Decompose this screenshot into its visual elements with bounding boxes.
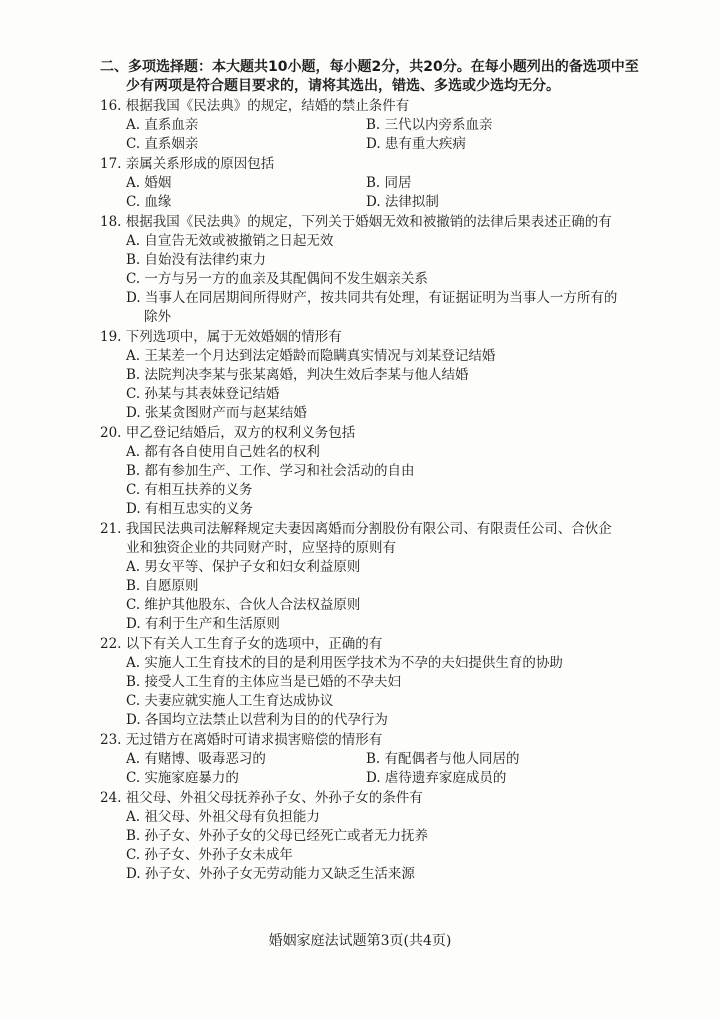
option-B [126, 577, 650, 596]
option-text: B. 同居 [366, 175, 412, 191]
option-D [366, 135, 606, 154]
option-text: D. 孙子女、外孙子女无劳动能力又缺乏生活来源 [126, 866, 415, 882]
option-A [126, 116, 366, 135]
question-stem [100, 424, 650, 443]
question-stem [100, 520, 650, 558]
option-text: C. 孙某与其表妹登记结婚 [126, 386, 280, 402]
option-C [126, 270, 650, 289]
question-18 [100, 213, 650, 327]
option-text: D. 有利于生产和生活原则 [126, 616, 280, 632]
option-A [126, 347, 650, 366]
option-list [100, 558, 650, 634]
question-stem-continuation: 业和独资企业的共同财产时，应坚持的原则有 [126, 540, 396, 556]
option-text: A. 男女平等、保护子女和妇女利益原则 [126, 559, 361, 575]
option-text: C. 一方与另一方的血亲及其配偶间不发生姻亲关系 [126, 271, 428, 287]
option-D [126, 404, 650, 423]
question-22 [100, 635, 650, 730]
option-text: C. 血缘 [126, 194, 172, 210]
option-list [100, 808, 650, 884]
option-D [366, 193, 606, 212]
option-list [100, 654, 650, 730]
option-B [126, 251, 650, 270]
question-stem-text: 19. 下列选项中，属于无效婚姻的情形有 [100, 329, 342, 345]
option-text: C. 实施家庭暴力的 [126, 770, 239, 786]
question-stem [100, 635, 650, 654]
question-20 [100, 424, 650, 519]
option-list [100, 174, 650, 212]
option-text-continuation: 除外 [144, 309, 171, 325]
option-text: C. 有相互扶养的义务 [126, 482, 253, 498]
option-text: A. 实施人工生育技术的目的是利用医学技术为不孕的夫妇提供生育的协助 [126, 655, 563, 671]
option-D [126, 615, 650, 634]
question-19 [100, 328, 650, 423]
option-B [366, 174, 606, 193]
option-text: C. 夫妻应就实施人工生育达成协议 [126, 693, 334, 709]
option-B [126, 827, 650, 846]
option-text: D. 各国均立法禁止以营利为目的的代孕行为 [126, 712, 388, 728]
option-text: A. 祖父母、外祖父母有负担能力 [126, 809, 320, 825]
option-B [366, 750, 606, 769]
option-B [126, 366, 650, 385]
option-D [126, 711, 650, 730]
option-text: D. 患有重大疾病 [366, 136, 466, 152]
option-list [100, 443, 650, 519]
question-stem [100, 789, 650, 808]
question-stem [100, 155, 650, 174]
question-stem-text: 24. 祖父母、外祖父母抚养孙子女、外孙子女的条件有 [100, 790, 423, 806]
option-text: A. 婚姻 [126, 175, 172, 191]
option-text: A. 自宣告无效或被撤销之日起无效 [126, 233, 334, 249]
option-text: A. 王某差一个月达到法定婚龄而隐瞒真实情况与刘某登记结婚 [126, 348, 496, 364]
option-text: B. 自愿原则 [126, 578, 199, 594]
option-text: B. 自始没有法律约束力 [126, 252, 267, 268]
option-text: D. 张某贪图财产而与赵某结婚 [126, 405, 307, 421]
option-B [126, 673, 650, 692]
question-23 [100, 731, 650, 788]
question-stem-text: 17. 亲属关系形成的原因包括 [100, 156, 275, 172]
question-stem [100, 328, 650, 347]
option-A [126, 808, 650, 827]
option-A [126, 443, 650, 462]
question-stem [100, 731, 650, 750]
option-text: B. 法院判决李某与张某离婚，判决生效后李某与他人结婚 [126, 367, 469, 383]
question-stem-text: 23. 无过错方在离婚时可请求损害赔偿的情形有 [100, 732, 383, 748]
option-A [126, 558, 650, 577]
option-C [126, 846, 650, 865]
option-B [366, 116, 606, 135]
option-C [126, 193, 366, 212]
question-stem-text: 20. 甲乙登记结婚后，双方的权利义务包括 [100, 425, 356, 441]
option-text: D. 虐待遗弃家庭成员的 [366, 770, 507, 786]
option-text: C. 维护其他股东、合伙人合法权益原则 [126, 597, 361, 613]
option-C [126, 135, 366, 154]
section-header-line1: 二、多项选择题：本大题共10小题，每小题2分，共20分。在每小题列出的备选项中至 [100, 59, 639, 75]
option-list [100, 232, 650, 327]
option-D [366, 769, 606, 788]
question-list [100, 97, 650, 884]
option-text: B. 有配偶者与他人同居的 [366, 751, 520, 767]
option-D [126, 865, 650, 884]
option-list [100, 750, 650, 788]
page-footer: 婚姻家庭法试题第3页(共4页) [268, 933, 452, 949]
option-text: D. 有相互忠实的义务 [126, 501, 253, 517]
option-text: D. 当事人在同居期间所得财产，按共同共有处理，有证据证明为当事人一方所有的 [126, 290, 618, 306]
option-text: C. 直系姻亲 [126, 136, 199, 152]
question-21 [100, 520, 650, 634]
option-text: A. 直系血亲 [126, 117, 199, 133]
option-text: D. 法律拟制 [366, 194, 439, 210]
option-A [126, 174, 366, 193]
option-C [126, 481, 650, 500]
option-text: A. 有赌博、吸毒恶习的 [126, 751, 266, 767]
option-C [126, 385, 650, 404]
option-list [100, 347, 650, 423]
option-B [126, 462, 650, 481]
option-text: C. 孙子女、外孙子女未成年 [126, 847, 293, 863]
option-list [100, 116, 650, 154]
section-header-line2: 少有两项是符合题目要求的，请将其选出，错选、多选或少选均无分。 [126, 78, 560, 94]
option-C [126, 596, 650, 615]
question-16 [100, 97, 650, 154]
question-stem-text: 21. 我国民法典司法解释规定夫妻因离婚而分割股份有限公司、有限责任公司、合伙企 [100, 521, 612, 537]
question-stem [100, 213, 650, 232]
question-stem [100, 97, 650, 116]
section-header [100, 58, 650, 96]
option-A [126, 232, 650, 251]
option-A [126, 654, 650, 673]
question-stem-text: 16. 根据我国《民法典》的规定，结婚的禁止条件有 [100, 98, 410, 114]
option-text: B. 都有参加生产、工作、学习和社会活动的自由 [126, 463, 415, 479]
question-stem-text: 22. 以下有关人工生育子女的选项中，正确的有 [100, 636, 383, 652]
option-C [126, 769, 366, 788]
question-24 [100, 789, 650, 884]
option-text: B. 孙子女、外孙子女的父母已经死亡或者无力抚养 [126, 828, 429, 844]
option-C [126, 692, 650, 711]
question-17 [100, 155, 650, 212]
option-text: A. 都有各自使用自己姓名的权利 [126, 444, 320, 460]
option-D [126, 500, 650, 519]
option-A [126, 750, 366, 769]
option-text: B. 三代以内旁系血亲 [366, 117, 493, 133]
question-stem-text: 18. 根据我国《民法典》的规定，下列关于婚姻无效和被撤销的法律后果表述正确的有 [100, 214, 612, 230]
option-D [126, 289, 650, 327]
option-text: B. 接受人工生育的主体应当是已婚的不孕夫妇 [126, 674, 402, 690]
